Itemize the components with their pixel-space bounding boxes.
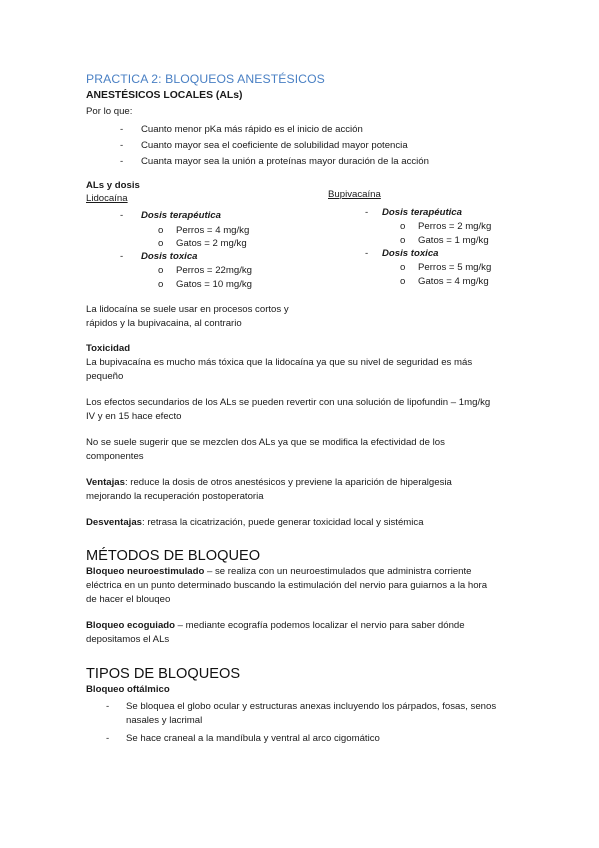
bupivacaina-heading: Bupivacaína xyxy=(328,189,381,200)
bupivacaina-toxica-label: Dosis toxica xyxy=(382,248,439,259)
list-item: nasales y lacrimal xyxy=(126,715,203,726)
desventajas-text: : retrasa la cicatrización, puede generar toxicidad local y sistémica xyxy=(142,517,424,528)
paragraph: de hacer el blouqeo xyxy=(86,594,171,605)
eco-paragraph xyxy=(86,620,465,632)
dosis-note: La lidocaína se suele usar en procesos cortos y xyxy=(86,304,289,315)
metodos-heading: MÉTODOS DE BLOQUEO xyxy=(86,548,261,564)
dosis-note: rápidos y la bupivacaina, al contrario xyxy=(86,318,242,329)
list-dash: - xyxy=(120,124,124,135)
bullet-o: o xyxy=(158,265,164,276)
paragraph: La bupivacaína es mucho más tóxica que la lidocaína ya que su nivel de seguridad es más xyxy=(86,357,473,368)
neuro-label: Bloqueo neuroestimulado xyxy=(86,566,205,577)
bupivacaina-terapeutica-label: Dosis terapéutica xyxy=(382,207,462,218)
bullet-o: o xyxy=(158,225,164,236)
list-dash: - xyxy=(106,701,110,712)
list-item: Perros = 2 mg/kg xyxy=(418,221,492,232)
ventajas-text: : reduce la dosis de otros anestésicos y previene la aparición de hiperalgesia xyxy=(124,477,452,488)
lidocaina-heading: Lidocaína xyxy=(86,193,128,204)
section-heading-anestesicos: ANESTÉSICOS LOCALES (ALs) xyxy=(86,90,243,101)
paragraph: componentes xyxy=(86,451,144,462)
list-dash: - xyxy=(120,156,124,167)
list-item: Gatos = 1 mg/kg xyxy=(418,235,489,246)
dosis-heading: ALs y dosis xyxy=(86,180,140,191)
paragraph: pequeño xyxy=(86,371,124,382)
list-dash: - xyxy=(365,248,369,259)
list-dash: - xyxy=(365,207,369,218)
bullet-o: o xyxy=(158,279,164,290)
bullet-o: o xyxy=(158,238,164,249)
ventajas-label: Ventajas xyxy=(86,477,125,488)
intro-text: Por lo que: xyxy=(86,106,133,117)
list-item: Cuanto mayor sea el coeficiente de solubilidad mayor potencia xyxy=(141,140,408,151)
oftalmico-heading: Bloqueo oftálmico xyxy=(86,684,170,695)
bullet-o: o xyxy=(400,262,406,273)
list-item: Cuanta mayor sea la unión a proteínas mayor duración de la acción xyxy=(141,156,429,167)
list-item: Perros = 22mg/kg xyxy=(176,265,252,276)
neuro-paragraph xyxy=(86,566,472,578)
list-dash: - xyxy=(120,210,124,221)
eco-text: – mediante ecografía podemos localizar el nervio para saber dónde xyxy=(175,620,465,631)
eco-label: Bloqueo ecoguiado xyxy=(86,620,176,631)
list-item: Perros = 4 mg/kg xyxy=(176,225,250,236)
tipos-heading: TIPOS DE BLOQUEOS xyxy=(86,666,241,682)
paragraph: No se suele sugerir que se mezclen dos ALs ya que se modifica la efectividad de los xyxy=(86,437,445,448)
list-dash: - xyxy=(120,140,124,151)
bullet-o: o xyxy=(400,276,406,287)
list-dash: - xyxy=(120,251,124,262)
list-item: Se hace craneal a la mandíbula y ventral al arco cigomático xyxy=(126,733,380,744)
lidocaina-toxica-label: Dosis toxica xyxy=(141,251,198,262)
toxicidad-heading: Toxicidad xyxy=(86,343,131,354)
list-item: Se bloquea el globo ocular y estructuras anexas incluyendo los párpados, fosas, senos xyxy=(126,701,497,712)
list-item: Gatos = 2 mg/kg xyxy=(176,238,247,249)
page-title: PRACTICA 2: BLOQUEOS ANESTÉSICOS xyxy=(86,72,325,86)
desventajas-label: Desventajas xyxy=(86,517,142,528)
list-item: Gatos = 4 mg/kg xyxy=(418,276,489,287)
paragraph: eléctrica en un punto determinado buscando la estimulación del nervio para guiarnos a la hora xyxy=(86,580,488,591)
bullet-o: o xyxy=(400,235,406,246)
lidocaina-terapeutica-label: Dosis terapéutica xyxy=(141,210,221,221)
list-item: Cuanto menor pKa más rápido es el inicio de acción xyxy=(141,124,363,135)
ventajas-paragraph xyxy=(86,477,452,489)
paragraph: Los efectos secundarios de los ALs se pueden revertir con una solución de lipofundin – 1mg/kg xyxy=(86,397,491,408)
paragraph: mejorando la recuperación postoperatoria xyxy=(86,491,264,502)
bullet-o: o xyxy=(400,221,406,232)
paragraph: depositamos el ALs xyxy=(86,634,170,645)
list-dash: - xyxy=(106,733,110,744)
paragraph: IV y en 15 hace efecto xyxy=(86,411,182,422)
list-item: Perros = 5 mg/kg xyxy=(418,262,492,273)
list-item: Gatos = 10 mg/kg xyxy=(176,279,252,290)
desventajas-paragraph xyxy=(86,517,424,529)
neuro-text: – se realiza con un neuroestimulados que administra corriente xyxy=(204,566,472,577)
